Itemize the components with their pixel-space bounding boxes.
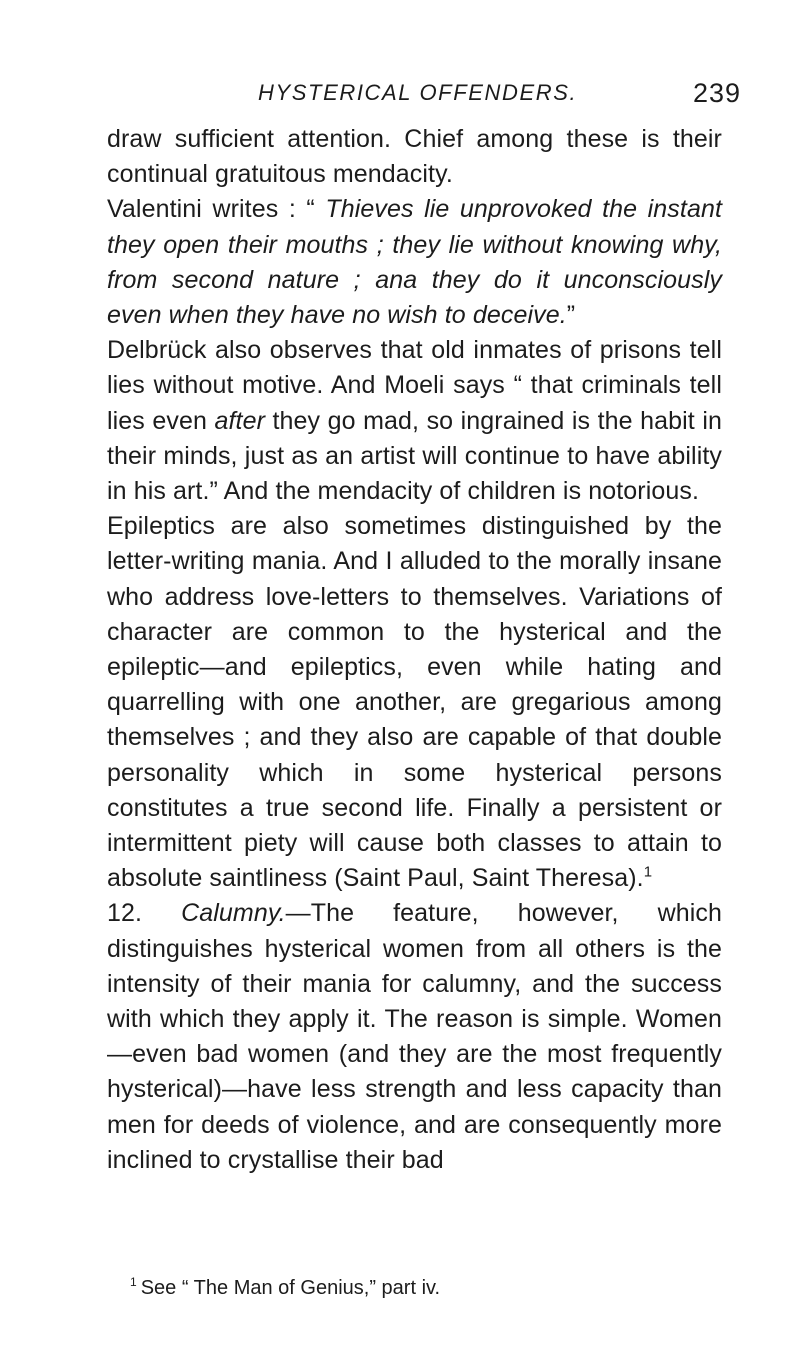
body-text [107, 122, 722, 1178]
valentini-lead: Valentini writes : “ [107, 195, 326, 224]
delbruck-text-b: they go mad, so ingrained is the habit in their minds, just as an artist will continue to have ability in his art.” And the mendacity of children is notorious. [107, 406, 722, 506]
page-number: 239 [693, 78, 742, 108]
valentini-quote: Thieves lie unprovoked the instant they open their mouths ; they lie without knowing why, from second nature ; ana they do it unconsciously even when they have no wish to deceive. [107, 195, 722, 330]
running-title: HYSTERICAL OFFENDERS. [258, 80, 578, 105]
delbruck-text-a: Delbrück also observes that old inmates of prisons tell lies without motive. And Moeli says “ that criminals tell lies even [107, 336, 722, 435]
paragraph-valentini [107, 192, 722, 333]
paragraph-calumny [107, 896, 722, 1178]
delbruck-emphasis: after [214, 406, 266, 435]
calumny-heading: Calumny. [181, 899, 286, 928]
paragraph-1 [107, 122, 722, 192]
footnote [130, 1276, 730, 1300]
footnote-mark: 1 [130, 1275, 137, 1290]
footnote-reference: 1 [643, 863, 653, 881]
calumny-number: 12. [107, 899, 182, 928]
epileptics-text: Epileptics are also sometimes distinguished by the letter-writing mania. And I alluded to the morally insane who address love-letters to themselves. Variations of character are common to the hysterical and the epileptic—and epileptics, even while hating and quarrelling with one another, are gregarious among themselves ; and they also are capable of that double personality which in some hysterical persons constitutes a true second life. Finally a persistent or intermittent piety will cause both classes to attain to absolute saintliness (Saint Paul, Saint Theresa). [107, 512, 722, 893]
valentini-close: ” [566, 301, 576, 330]
footnote-text: See “ The Man of Genius,” part iv. [140, 1277, 441, 1299]
calumny-text: —The feature, however, which distinguishes hysterical women from all others is the intensity of their mania for calumny, and the success with which they apply it. The reason is simple. Women—even bad women (and they are the most frequently hysterical)—have less strength and less capacity than men for deeds of violence, and are consequently more inclined to crystallise their bad [107, 899, 722, 1174]
paragraph-epileptics [107, 509, 722, 896]
paragraph-delbruck [107, 333, 722, 509]
paragraph-1-text: draw sufficient attention. Chief among these is their continual gratuitous mendacity. [107, 125, 722, 189]
